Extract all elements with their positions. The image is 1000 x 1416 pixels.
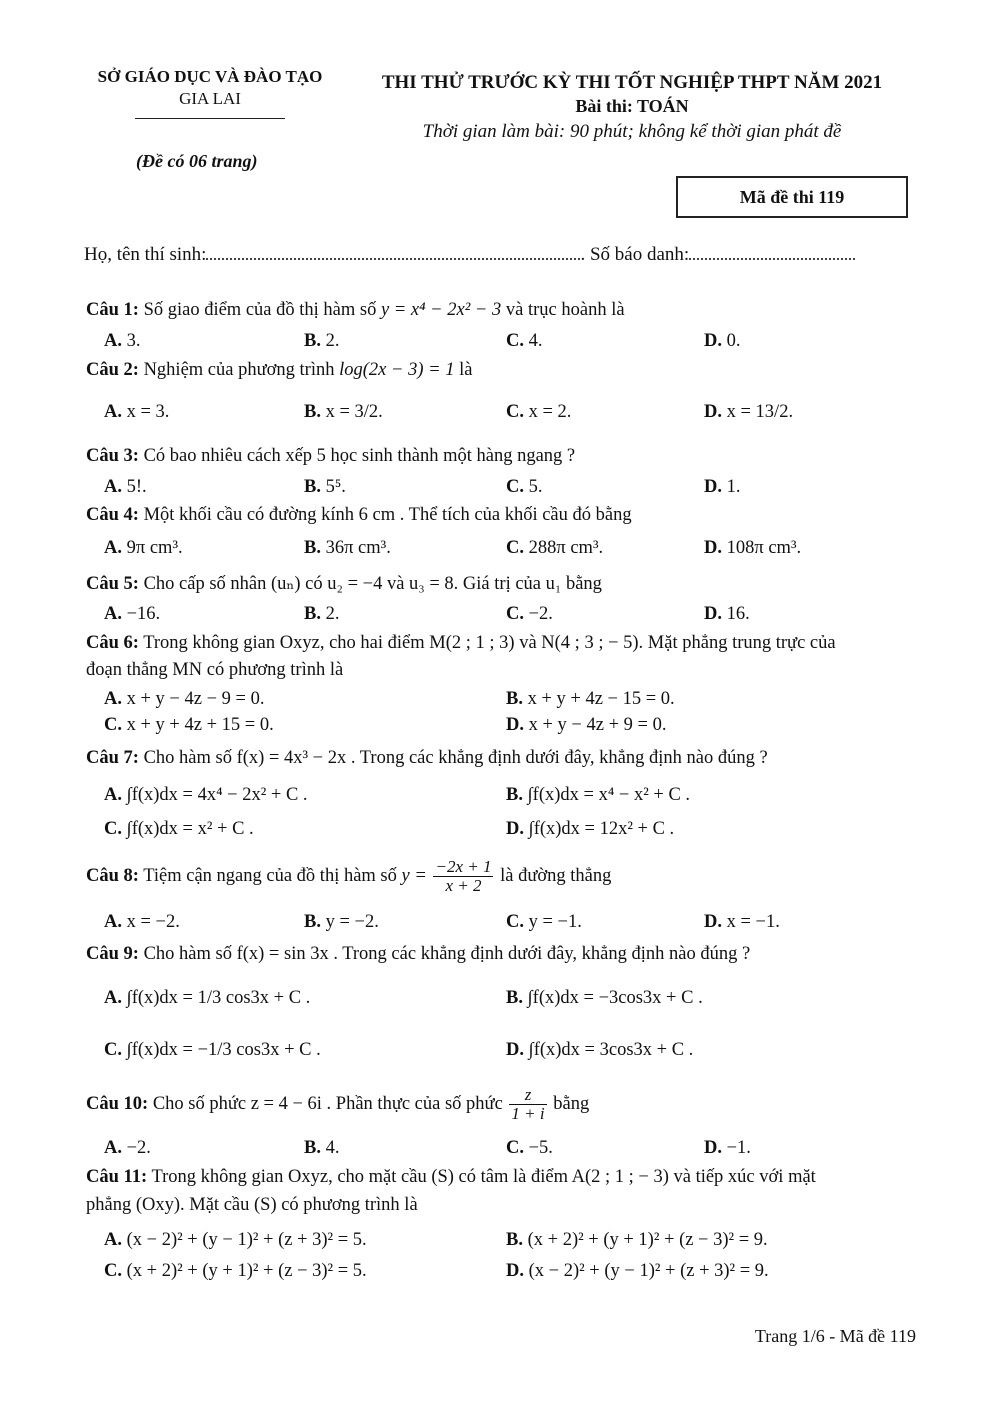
option-text: −1. [726,1138,751,1158]
option-letter: B. [304,538,326,558]
question-tail: bằng [553,1093,590,1114]
question-11-continued: phẳng (Oxy). Mặt cầu (S) có phương trình là [86,1195,418,1215]
option-letter: D. [704,331,727,351]
fraction-denominator: x + 2 [445,876,482,895]
question-1 [86,300,625,321]
question-8: Câu 8: Tiệm cận ngang của đồ thị hàm số y = $\frac{-2x + 1}{x + 2}$ là đường thẳng [86,857,612,895]
option-letter: C. [506,538,529,558]
question-label: Câu 7: [86,748,139,768]
option-text: ∫f(x)dx = x⁴ − x² + C . [527,785,691,805]
option-letter: C. [506,331,529,351]
option-text: 108π cm³. [726,538,802,558]
header-divider [135,118,285,119]
q2-option-b[interactable] [304,402,383,423]
option-text: 2. [325,331,340,351]
question-2 [86,360,472,381]
option-letter: D. [704,912,727,932]
q7-option-a[interactable] [104,785,308,806]
option-text: ∫f(x)dx = −3cos3x + C . [527,988,703,1008]
option-text: ∫f(x)dx = 3cos3x + C . [528,1040,694,1060]
question-11 [86,1167,816,1188]
option-text: 5. [528,477,543,497]
q11-option-c[interactable] [104,1261,367,1282]
option-letter: A. [104,538,127,558]
q3-option-d[interactable] [704,477,741,498]
option-letter: C. [506,477,529,497]
q6-option-b[interactable] [506,689,675,710]
question-6-continued: đoạn thẳng MN có phương trình là [86,660,344,680]
option-text: x + y + 4z − 15 = 0. [527,689,675,709]
question-tail: và trục hoành là [505,300,625,320]
option-text: x = 2. [528,402,572,422]
question-text: Số giao điểm của đồ thị hàm số [143,300,377,320]
option-letter: C. [104,1040,127,1060]
question-label: Câu 10: [86,1093,149,1114]
q10-option-b[interactable] [304,1138,339,1159]
q2-option-d[interactable] [704,402,793,423]
option-letter: C. [104,819,127,839]
q11-option-a[interactable] [104,1230,367,1251]
question-label: Câu 2: [86,360,139,380]
option-text: 36π cm³. [325,538,391,558]
question-expr: y = x⁴ − 2x² − 3 [380,300,502,320]
q3-option-c[interactable] [506,477,543,498]
option-letter: A. [104,1230,127,1250]
question-label: Câu 4: [86,505,139,525]
option-letter: B. [304,604,326,624]
q10-option-a[interactable] [104,1138,151,1159]
question-text: Có bao nhiêu cách xếp 5 học sinh thành một hàng ngang ? [143,446,576,466]
option-text: x + y + 4z + 15 = 0. [126,715,274,735]
question-7 [86,748,768,769]
option-letter: D. [704,538,727,558]
question-4 [86,505,632,526]
option-letter: A. [104,604,127,624]
option-text: x = 3/2. [325,402,383,422]
q7-option-b[interactable] [506,785,690,806]
question-label: Câu 11: [86,1167,148,1187]
option-letter: D. [704,402,727,422]
q11-option-b[interactable] [506,1230,768,1251]
option-letter: B. [304,402,326,422]
question-5 [86,573,602,595]
q8-option-a[interactable] [104,912,180,933]
question-6 [86,633,836,654]
option-letter: C. [506,1138,529,1158]
question-label: Câu 5: [86,574,139,594]
option-letter: B. [304,912,326,932]
q9-option-a[interactable] [104,988,310,1009]
q7-option-d[interactable] [506,819,674,840]
option-text: 3. [126,331,141,351]
question-label: Câu 1: [86,300,139,320]
option-letter: B. [304,477,326,497]
option-text: (x + 2)² + (y + 1)² + (z − 3)² = 5. [126,1261,367,1281]
option-text: ∫f(x)dx = −1/3 cos3x + C . [126,1040,321,1060]
q10-option-c[interactable] [506,1138,553,1159]
department-header [80,66,340,119]
option-text: (x − 2)² + (y − 1)² + (z + 3)² = 9. [528,1261,769,1281]
option-text: 288π cm³. [528,538,604,558]
option-text: (x − 2)² + (y − 1)² + (z + 3)² = 5. [126,1230,367,1250]
option-letter: C. [506,604,529,624]
q2-option-a[interactable] [104,402,169,423]
exam-title: THI THỬ TRƯỚC KỲ THI TỐT NGHIỆP THPT NĂM 2021 [381,72,883,93]
option-text: y = −2. [325,912,379,932]
candidate-name-field[interactable] [206,244,580,260]
option-text: x = 13/2. [726,402,794,422]
option-letter: A. [104,331,127,351]
option-letter: D. [506,715,529,735]
option-text: 0. [726,331,741,351]
option-text: −2. [126,1138,151,1158]
q5-option-c[interactable] [506,604,553,625]
candidate-sbd-field[interactable] [689,244,855,260]
q5-option-d[interactable] [704,604,750,625]
option-text: x = −1. [726,912,780,932]
pages-note: (Đề có 06 trang) [136,151,258,171]
option-letter: B. [506,1230,528,1250]
option-letter: A. [104,402,127,422]
q10-option-d[interactable] [704,1138,751,1159]
province-name: GIA LAI [179,89,241,108]
exam-header [352,72,912,143]
candidate-name-label: Họ, tên thí sinh: [84,244,207,265]
option-text: 5!. [126,477,147,497]
option-text: −5. [528,1138,553,1158]
option-text: 1. [726,477,741,497]
q1-option-c[interactable] [506,331,543,352]
option-letter: A. [104,912,127,932]
option-text: x + y − 4z + 9 = 0. [528,715,667,735]
option-letter: D. [704,1138,727,1158]
option-text: x + y − 4z − 9 = 0. [126,689,265,709]
option-letter: A. [104,1138,127,1158]
q6-option-c[interactable] [104,715,274,736]
option-text: 4. [528,331,543,351]
question-expr: log(2x − 3) = 1 [339,360,455,380]
option-letter: D. [704,604,727,624]
question-fraction [509,1086,546,1123]
q5-option-a[interactable] [104,604,160,625]
q8-option-d[interactable] [704,912,780,933]
option-letter: C. [506,912,529,932]
question-text: Tiệm cận ngang của đồ thị hàm số [143,865,397,886]
question-text: Trong không gian Oxyz, cho hai điểm M(2 ; 1 ; 3) và N(4 ; 3 ; − 5). Mặt phẳng trung trực của [143,633,836,653]
option-text: ∫f(x)dx = 12x² + C . [528,819,675,839]
option-text: −16. [126,604,161,624]
fraction-denominator: 1 + i [511,1104,545,1123]
candidate-line [84,244,896,266]
option-text: −2. [528,604,553,624]
option-letter: B. [304,1138,326,1158]
option-text: 16. [726,604,750,624]
q1-option-b[interactable] [304,331,339,352]
q3-option-b[interactable] [304,477,346,498]
q4-option-d[interactable] [704,538,801,559]
question-10 [86,1086,589,1123]
question-label: Câu 6: [86,633,139,653]
q4-option-a[interactable] [104,538,183,559]
fraction-numerator: z [509,1086,546,1105]
q4-option-c[interactable] [506,538,603,559]
q11-option-d[interactable] [506,1261,769,1282]
q1-option-d[interactable] [704,331,741,352]
option-text: ∫f(x)dx = 4x⁴ − 2x² + C . [126,785,308,805]
q9-option-b[interactable] [506,988,703,1009]
option-text: 9π cm³. [126,538,183,558]
option-text: x = 3. [126,402,170,422]
option-text: y = −1. [528,912,582,932]
q6-option-d[interactable] [506,715,666,736]
question-text: Cho cấp số nhân (uₙ) có u₂ = −4 và u₃ = 8. Giá trị của u₁ bằng [143,574,602,594]
question-3 [86,446,575,467]
q9-option-d[interactable] [506,1040,693,1061]
question-9 [86,944,750,965]
option-text: x = −2. [126,912,180,932]
q3-option-a[interactable] [104,477,147,498]
option-letter: A. [104,785,127,805]
option-letter: D. [506,1261,529,1281]
option-text: ∫f(x)dx = 1/3 cos3x + C . [126,988,311,1008]
option-letter: A. [104,689,127,709]
option-letter: B. [506,785,528,805]
question-tail: là đường thẳng [500,865,612,886]
option-letter: A. [104,988,127,1008]
exam-subject: Bài thi: TOÁN [575,96,689,116]
q4-option-b[interactable] [304,538,391,559]
fraction-numerator: −2x + 1 [435,857,492,876]
option-letter: C. [104,715,127,735]
question-label: Câu 3: [86,446,139,466]
question-text: Cho hàm số f(x) = sin 3x . Trong các khẳng định dưới đây, khẳng định nào đúng ? [143,944,751,964]
question-text: Nghiệm của phương trình [143,360,335,380]
q2-option-c[interactable] [506,402,571,423]
option-text: 4. [325,1138,340,1158]
q1-option-a[interactable] [104,331,141,352]
q9-option-c[interactable] [104,1040,321,1061]
option-letter: C. [104,1261,127,1281]
question-text: Cho số phức z = 4 − 6i . Phần thực của số phức [152,1093,503,1114]
option-text: (x + 2)² + (y + 1)² + (z − 3)² = 9. [527,1230,768,1250]
option-letter: D. [704,477,727,497]
question-text: Trong không gian Oxyz, cho mặt cầu (S) có tâm là điểm A(2 ; 1 ; − 3) và tiếp xúc với mặt [151,1167,816,1187]
option-letter: C. [506,402,529,422]
question-text: Một khối cầu có đường kính 6 cm . Thể tích của khối cầu đó bằng [143,505,632,525]
option-text: 2. [325,604,340,624]
q6-option-a[interactable] [104,689,264,710]
q5-option-b[interactable] [304,604,339,625]
question-label: Câu 9: [86,944,139,964]
exam-code-box: Mã đề thi 119 [676,176,908,218]
question-text: Cho hàm số f(x) = 4x³ − 2x . Trong các khẳng định dưới đây, khẳng định nào đúng ? [143,748,768,768]
option-letter: B. [304,331,326,351]
exam-time: Thời gian làm bài: 90 phút; không kể thời gian phát đề [422,121,842,142]
option-letter: B. [506,988,528,1008]
option-letter: B. [506,689,528,709]
option-text: ∫f(x)dx = x² + C . [126,819,254,839]
option-letter: D. [506,819,529,839]
q8-option-c[interactable] [506,912,582,933]
candidate-sbd-label: . Số báo danh: [580,244,690,265]
option-text: 5⁵. [325,477,346,497]
question-tail: là [459,360,473,380]
question-label: Câu 8: [86,865,139,886]
question-fraction [433,858,493,895]
department-name: SỞ GIÁO DỤC VÀ ĐÀO TẠO [97,67,323,86]
page-footer: Trang 1/6 - Mã đề 119 [754,1326,916,1346]
q8-option-b[interactable] [304,912,379,933]
option-letter: A. [104,477,127,497]
option-letter: D. [506,1040,529,1060]
q7-option-c[interactable] [104,819,254,840]
